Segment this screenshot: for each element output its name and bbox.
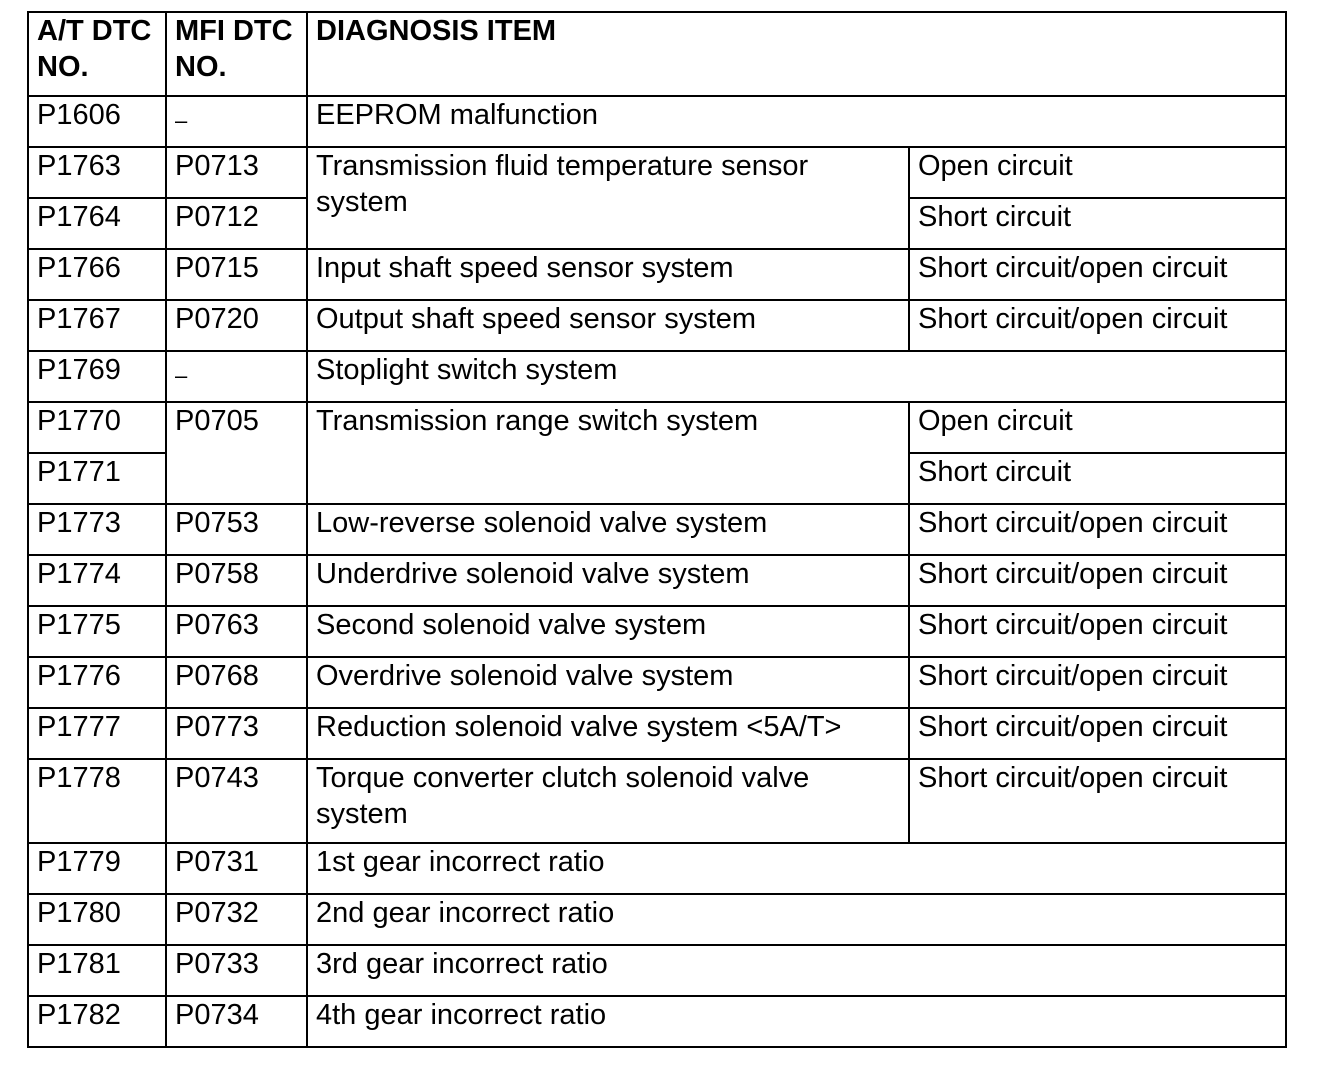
at-dtc-cell: P1782 bbox=[28, 996, 166, 1047]
mfi-dtc-cell: P0734 bbox=[166, 996, 307, 1047]
table-row bbox=[28, 96, 1286, 147]
table-row bbox=[28, 945, 1286, 996]
table-row bbox=[28, 504, 1286, 555]
at-dtc-cell: P1775 bbox=[28, 606, 166, 657]
table-row bbox=[28, 351, 1286, 402]
condition-cell: Short circuit bbox=[909, 198, 1286, 249]
at-dtc-cell: P1771 bbox=[28, 453, 166, 504]
at-dtc-cell: P1774 bbox=[28, 555, 166, 606]
table-row bbox=[28, 300, 1286, 351]
mfi-dtc-cell: P0712 bbox=[166, 198, 307, 249]
mfi-dtc-cell: P0705 bbox=[166, 402, 307, 504]
mfi-dtc-cell: P0773 bbox=[166, 708, 307, 759]
table-row bbox=[28, 402, 1286, 453]
diagnosis-item-cell: Reduction solenoid valve system <5A/T> bbox=[307, 708, 909, 759]
diagnosis-item-cell: EEPROM malfunction bbox=[307, 96, 1286, 147]
mfi-dtc-cell: P0763 bbox=[166, 606, 307, 657]
table-row bbox=[28, 606, 1286, 657]
table-row bbox=[28, 555, 1286, 606]
dtc-table bbox=[27, 11, 1287, 1048]
at-dtc-cell: P1778 bbox=[28, 759, 166, 843]
table-row bbox=[28, 759, 1286, 843]
at-dtc-cell: P1769 bbox=[28, 351, 166, 402]
condition-cell: Short circuit/open circuit bbox=[909, 300, 1286, 351]
mfi-dtc-cell: P0715 bbox=[166, 249, 307, 300]
diagnosis-item-cell: Stoplight switch system bbox=[307, 351, 1286, 402]
diagnosis-item-cell: Underdrive solenoid valve system bbox=[307, 555, 909, 606]
mfi-dtc-cell: P0733 bbox=[166, 945, 307, 996]
diagnosis-item-cell: Low-reverse solenoid valve system bbox=[307, 504, 909, 555]
condition-cell: Short circuit/open circuit bbox=[909, 504, 1286, 555]
table-row bbox=[28, 996, 1286, 1047]
mfi-dtc-cell: P0743 bbox=[166, 759, 307, 843]
table-row bbox=[28, 894, 1286, 945]
at-dtc-cell: P1781 bbox=[28, 945, 166, 996]
header-row bbox=[28, 12, 1286, 96]
diagnosis-item-cell: Second solenoid valve system bbox=[307, 606, 909, 657]
condition-cell: Short circuit/open circuit bbox=[909, 606, 1286, 657]
diagnosis-item-cell: Transmission fluid temperature sensor system bbox=[307, 147, 909, 249]
table-row bbox=[28, 249, 1286, 300]
mfi-dtc-cell: P0732 bbox=[166, 894, 307, 945]
condition-cell: Open circuit bbox=[909, 147, 1286, 198]
mfi-dtc-cell: P0713 bbox=[166, 147, 307, 198]
mfi-dtc-cell: P0768 bbox=[166, 657, 307, 708]
condition-cell: Short circuit/open circuit bbox=[909, 555, 1286, 606]
at-dtc-cell: P1777 bbox=[28, 708, 166, 759]
condition-cell: Short circuit/open circuit bbox=[909, 249, 1286, 300]
at-dtc-cell: P1766 bbox=[28, 249, 166, 300]
diagnosis-item-cell: Torque converter clutch solenoid valve system bbox=[307, 759, 909, 843]
mfi-dtc-cell: P0758 bbox=[166, 555, 307, 606]
at-dtc-cell: P1767 bbox=[28, 300, 166, 351]
condition-cell: Short circuit bbox=[909, 453, 1286, 504]
diagnosis-item-cell: Output shaft speed sensor system bbox=[307, 300, 909, 351]
condition-cell: Short circuit/open circuit bbox=[909, 657, 1286, 708]
table-row bbox=[28, 657, 1286, 708]
condition-cell: Open circuit bbox=[909, 402, 1286, 453]
diagnosis-item-cell: Transmission range switch system bbox=[307, 402, 909, 504]
at-dtc-cell: P1606 bbox=[28, 96, 166, 147]
at-dtc-cell: P1763 bbox=[28, 147, 166, 198]
at-dtc-cell: P1780 bbox=[28, 894, 166, 945]
table-row bbox=[28, 843, 1286, 894]
at-dtc-cell: P1764 bbox=[28, 198, 166, 249]
diagnosis-item-cell: Overdrive solenoid valve system bbox=[307, 657, 909, 708]
at-dtc-cell: P1779 bbox=[28, 843, 166, 894]
mfi-dtc-cell: – bbox=[166, 96, 307, 147]
mfi-dtc-cell: – bbox=[166, 351, 307, 402]
at-dtc-cell: P1776 bbox=[28, 657, 166, 708]
mfi-dtc-cell: P0753 bbox=[166, 504, 307, 555]
mfi-dtc-cell: P0731 bbox=[166, 843, 307, 894]
header-mfi-dtc: MFI DTC NO. bbox=[166, 12, 307, 96]
diagnosis-item-cell: 3rd gear incorrect ratio bbox=[307, 945, 1286, 996]
diagnosis-item-cell: 4th gear incorrect ratio bbox=[307, 996, 1286, 1047]
at-dtc-cell: P1770 bbox=[28, 402, 166, 453]
at-dtc-cell: P1773 bbox=[28, 504, 166, 555]
diagnosis-item-cell: 1st gear incorrect ratio bbox=[307, 843, 1286, 894]
condition-cell: Short circuit/open circuit bbox=[909, 708, 1286, 759]
table-row bbox=[28, 708, 1286, 759]
diagnosis-item-cell: Input shaft speed sensor system bbox=[307, 249, 909, 300]
header-diagnosis-item: DIAGNOSIS ITEM bbox=[307, 12, 1286, 96]
header-at-dtc: A/T DTC NO. bbox=[28, 12, 166, 96]
mfi-dtc-cell: P0720 bbox=[166, 300, 307, 351]
diagnosis-item-cell: 2nd gear incorrect ratio bbox=[307, 894, 1286, 945]
condition-cell: Short circuit/open circuit bbox=[909, 759, 1286, 843]
table-row bbox=[28, 147, 1286, 198]
